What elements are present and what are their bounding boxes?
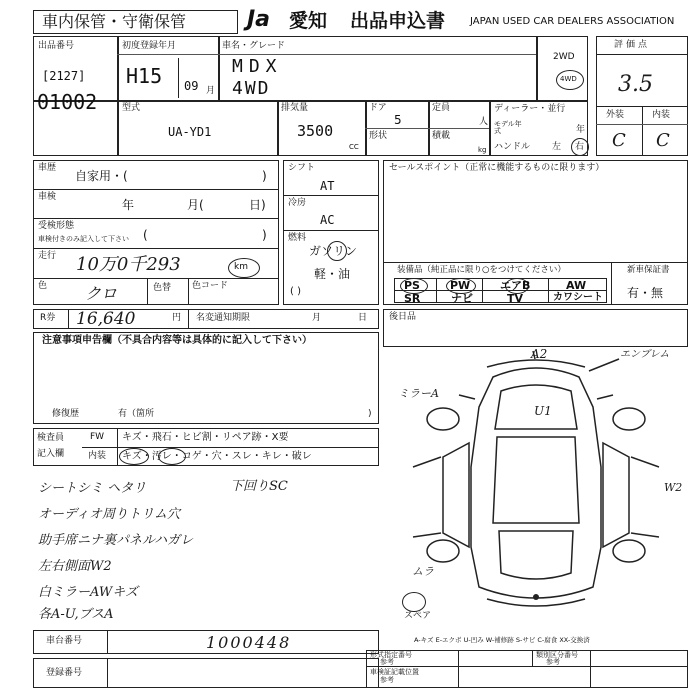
name-grade-label: 車名・グレード (222, 41, 286, 51)
model-year-label: モデル年式 (494, 120, 522, 135)
recycle-yen: 円 (172, 313, 182, 323)
handwritten-note: オーディオ周りトリム穴 (38, 507, 180, 522)
recycle-value: 16,640 (76, 309, 136, 329)
body-pos-sub: 参考 (380, 676, 394, 684)
chassis-value: 1000448 (206, 633, 292, 652)
handwritten-note: シートシミ ヘタリ (38, 481, 147, 496)
interior-value: C (656, 130, 670, 151)
int-label: 内装 (88, 451, 107, 461)
fuel-diesel: 軽・油 (314, 267, 351, 281)
receive-paren-open: ( (143, 228, 148, 242)
sales-label: セールスポイント（正常に機能するものに限ります） (389, 163, 605, 173)
int-items: キズ・汚レ・コゲ・穴・スレ・キレ・破レ (122, 451, 312, 462)
rear-items-box (383, 309, 688, 347)
diagram-label-mirror: ミラーA (398, 387, 439, 400)
ac-label: 冷房 (288, 198, 307, 208)
logo-text: 愛知 (289, 10, 328, 32)
repair-close: ) (368, 409, 372, 419)
diagram-label-emblem: エンブレム (620, 349, 670, 360)
notice-month: 月 (312, 313, 322, 323)
year-unit: 年 (576, 125, 586, 135)
type-cert-label: 形式指定番号 (370, 651, 412, 659)
class-sub: 参考 (546, 658, 560, 666)
interior-label: 内装 (652, 110, 671, 120)
handwritten-note: 左右側面W2 (38, 559, 112, 574)
color-value: クロ (85, 284, 118, 303)
handwritten-note: 助手席ニナ裏パネルハガレ (38, 533, 194, 548)
car-name: MDX (232, 56, 283, 77)
chassis-label: 車台番号 (46, 636, 83, 646)
shift-value: AT (320, 179, 335, 193)
person-unit: 人 (479, 117, 489, 127)
reg-month-box (178, 58, 179, 98)
handwritten-note: 下回りSC (230, 479, 288, 494)
type-cert-sub: 参考 (380, 658, 394, 666)
history-label: 車歴 (38, 163, 57, 173)
logo-mark: Ja (247, 7, 271, 32)
drive-4wd-label: 4WD (560, 75, 577, 83)
warranty-label: 新車保証書 (627, 265, 670, 275)
fuel-gas: ガソリン (309, 244, 358, 258)
body-pos-label: 車検証記載位置 (370, 668, 419, 676)
form-title: 出品申込書 (350, 10, 446, 32)
diagram-label-w2-right: W2 (664, 481, 683, 494)
diagram-legend: A-キズ E-エクボ U-凹み W-補修跡 S-サビ C-腐食 XX-交換済 (414, 636, 590, 644)
diagram-label-a2: A2 (531, 347, 548, 361)
color-label: 色 (38, 281, 48, 291)
reg-no-row (33, 658, 379, 688)
handwritten-note: 各A-U,ブスA (38, 607, 114, 622)
handle-right: 右 (575, 142, 585, 152)
displacement-label: 排気量 (281, 103, 309, 113)
door-value: 5 (394, 113, 402, 127)
ac-value: AC (320, 213, 335, 227)
mileage-label: 走行 (38, 251, 57, 261)
recycle-label: R券 (40, 313, 56, 323)
model-label: 型式 (122, 103, 141, 113)
fuel-paren: ( ) (290, 286, 301, 297)
equip-pw: PW (450, 279, 471, 292)
inspection-year: 年 (122, 198, 135, 212)
exterior-label: 外装 (606, 110, 625, 120)
fw-label: FW (90, 432, 105, 442)
equip-aw: AW (566, 279, 587, 292)
model-value: UA-YD1 (168, 125, 212, 139)
load-label: 積載 (432, 131, 451, 141)
receive-label: 受検形態 (38, 221, 75, 231)
color-code-label: 色コード (192, 281, 229, 291)
reg-no-label: 登録番号 (46, 668, 83, 678)
inspection-month: 月( (187, 198, 204, 212)
listing-number: 01002 (37, 90, 98, 114)
first-reg-label: 初度登録年月 (122, 41, 177, 51)
inspector-label-1: 検査員 (37, 433, 65, 443)
handwritten-note: 白ミラーAWキズ (38, 585, 138, 600)
association-name: JAPAN USED CAR DEALERS ASSOCIATION (470, 16, 675, 27)
bracket-code: [2127] (42, 69, 86, 83)
history-value: 自家用・( (75, 169, 128, 183)
notes-label: 注意事項申告欄（不具合内容等は具体的に記入して下さい） (42, 335, 312, 346)
listing-number-label: 出品番号 (38, 41, 75, 51)
door-label: ドア (369, 103, 387, 113)
warranty-options: 有・無 (627, 286, 664, 300)
drive-2wd-label: 2WD (553, 52, 575, 62)
color-change-label: 色替 (153, 283, 172, 293)
exterior-value: C (612, 130, 626, 151)
repair-value: 有（箇所 (118, 409, 155, 419)
int-scratch-circle (119, 448, 149, 465)
km-unit: km (234, 262, 248, 272)
displacement-value: 3500 (297, 122, 334, 140)
inspection-label: 車検 (38, 192, 57, 202)
class-label: 類別区分番号 (536, 651, 578, 659)
repair-label: 修復歴 (52, 409, 80, 419)
rating-label: 評価点 (614, 40, 651, 50)
spare-circle (402, 592, 426, 612)
inspection-day: 日) (249, 198, 266, 212)
diagram-label-u1: U1 (534, 404, 552, 418)
equip-navi: ナビ (451, 292, 473, 305)
dealer-label: ディーラー・並行 (494, 104, 566, 114)
equip-leather: カワシート (553, 292, 603, 303)
receive-paren-close: ) (262, 228, 267, 242)
handle-label: ハンドル (494, 142, 531, 152)
fuel-label: 燃料 (288, 233, 307, 243)
equipment-label: 装備品（純正品に限り○をつけてください） (397, 265, 566, 275)
fw-items: キズ・飛石・ヒビ割・リペア跡・X要 (122, 432, 289, 443)
equip-sr: SR (404, 292, 421, 305)
car-grade: 4WD (232, 78, 271, 99)
rear-items-label: 後日品 (389, 312, 417, 322)
kg-unit: kg (478, 146, 487, 154)
capacity-label: 定員 (432, 103, 451, 113)
inspector-label-2: 記入欄 (37, 449, 65, 459)
handle-left: 左 (552, 142, 562, 152)
storage-label: 車内保管・守衛保管 (42, 12, 187, 31)
history-close: ) (262, 169, 267, 183)
reg-month: 09 (184, 79, 199, 93)
rating-score: 3.5 (618, 72, 653, 97)
reg-month-unit: 月 (206, 86, 216, 96)
int-stain-circle (158, 448, 186, 465)
shift-label: シフト (288, 163, 316, 173)
notice-label: 名変通知期限 (196, 313, 251, 323)
mileage-value: 10万0千293 (76, 254, 181, 275)
equip-ps: PS (404, 279, 420, 292)
diagram-label-spare: スペア (404, 611, 432, 621)
receive-note: 車検付きのみ記入して下さい (38, 235, 129, 243)
notice-day: 日 (358, 313, 368, 323)
shape-label: 形状 (369, 131, 388, 141)
diagram-label-lamp: ムラ (412, 565, 434, 578)
reg-era-year: H15 (126, 64, 163, 88)
equip-airbag: エアB (500, 279, 531, 292)
cc-unit: CC (349, 143, 359, 151)
equip-tv: TV (507, 292, 524, 305)
